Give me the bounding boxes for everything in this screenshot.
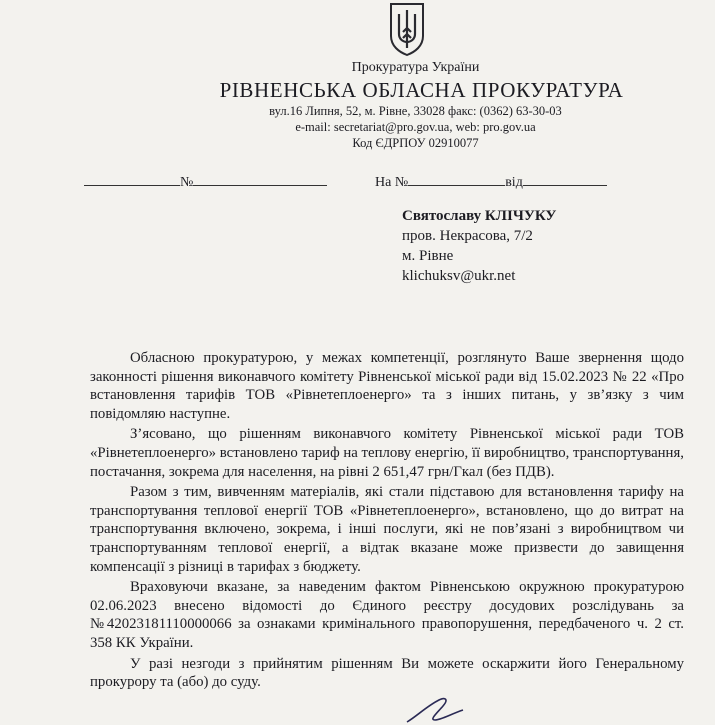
- office-code: Код ЄДРПОУ 02910077: [352, 136, 479, 150]
- outgoing-number-line: [84, 171, 327, 191]
- page-title: РІВНЕНСЬКА ОБЛАСНА ПРОКУРАТУРА: [219, 78, 624, 102]
- reference-blank: [408, 171, 505, 186]
- reference-line: [375, 171, 607, 191]
- number-blank: [193, 171, 327, 186]
- body-paragraph-3: Разом з тим, вивченням матеріалів, які стали підставою для встановлення тарифу на транспортування теплової енергії ТОВ «Рівнетеплоенерго», встановлено, що до витрат на транспортування включено, зокрема, і інші послуги, які не пов’язані з виробництвом чи транспортуванням теплової енергії, а відтак вказане може призвести до завищення компенсації з різниці в тарифах з бюджету.: [90, 484, 684, 575]
- date-blank: [84, 171, 180, 186]
- office-name: Прокуратура України: [351, 60, 480, 75]
- from-blank: [523, 171, 607, 186]
- coat-of-arms-icon: [389, 2, 425, 57]
- addressee-street: пров. Некрасова, 7/2: [402, 228, 533, 244]
- addressee-name: Святославу КЛІЧУКУ: [402, 208, 557, 224]
- addressee-city: м. Рівне: [402, 248, 454, 264]
- header-details: [58, 103, 715, 151]
- office-address: вул.16 Липня, 52, м. Рівне, 33028 факс: (0362) 63-30-03: [269, 104, 562, 118]
- addressee-email: klichuksv@ukr.net: [402, 268, 516, 284]
- body-paragraph-2: З’ясовано, що рішенням виконавчого комітету Рівненської міської ради ТОВ «Рівнетеплоенерго» встановлено тариф на теплову енергію, її виробництво, транспортування, постачання, зокрема для населення, на рівні 2 651,47 грн/Гкал (без ПДВ).: [90, 426, 684, 480]
- reference-label: На №: [375, 175, 409, 190]
- office-contacts: e-mail: secretariat@pro.gov.ua, web: pro.gov.ua: [295, 120, 536, 134]
- letter-body: [90, 349, 684, 692]
- signature-icon: [405, 696, 465, 724]
- number-label: №: [180, 175, 194, 190]
- body-paragraph-1: Обласною прокуратурою, у межах компетенції, розглянуто Ваше звернення щодо законності рішення виконавчого комітету Рівненської міської ради від 15.02.2023 № 22 «Про встановлення тарифів ТОВ «Рівнетеплоенерго» та з інших питань, у зв’язку з чим повідомляю наступне.: [90, 350, 684, 422]
- body-paragraph-5: У разі незгоди з прийнятим рішенням Ви можете оскаржити його Генеральному прокурору та (або) до суду.: [90, 655, 684, 691]
- body-paragraph-4: Враховуючи вказане, за наведеним фактом Рівненською окружною прокуратурою 02.06.2023 внесено відомості до Єдиного реєстру досудових розслідувань за №42023181110000066 за ознаками кримінального правопорушення, передбаченого ч. 2 ст. 358 КК України.: [90, 579, 684, 651]
- addressee-block: [402, 206, 556, 286]
- from-label: від: [505, 175, 523, 190]
